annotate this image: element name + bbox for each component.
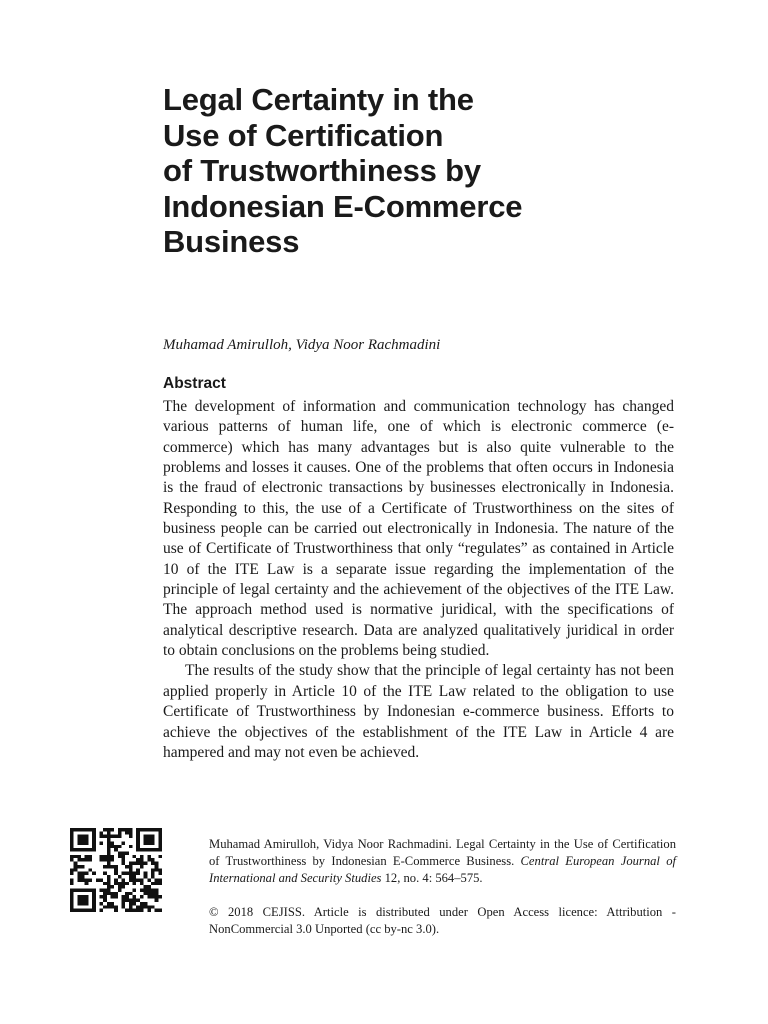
abstract-paragraph: The results of the study show that the principle of legal certainty has not been applied properly in Article 10 of the ITE Law related to the obligation to use Certificate of Trustworthiness by Indonesian e-commerce business. Efforts to achieve the objectives of the establishment of the ITE Law in Article 4 are hampered and may not even be achieved. xyxy=(163,662,674,761)
journal-name: Central European Journal of International and Security Studies xyxy=(209,854,676,885)
title-line: Business xyxy=(163,224,300,259)
qr-code-icon[interactable] xyxy=(70,828,162,912)
citation-authors-title: Muhamad Amirulloh, Vidya Noor Rachmadini. Legal Certainty in the Use of Certification of Trustworthiness by Indonesian E-Commerce Business. xyxy=(209,837,676,868)
title-line: Use of Certification xyxy=(163,117,444,153)
abstract-heading: Abstract xyxy=(163,375,226,392)
title-line: Legal Certainty in the xyxy=(163,82,474,117)
article-title xyxy=(163,82,683,260)
citation-block xyxy=(209,836,676,887)
citation-text xyxy=(209,836,676,887)
author-list: Muhamad Amirulloh, Vidya Noor Rachmadini xyxy=(163,337,441,353)
abstract-paragraph: The development of information and communication technology has changed various patterns of human life, one of which is electronic commerce (e-commerce) which has many advantages but is also quite vulnerable to the problems and losses it causes. One of the problems that often occurs in Indonesia is the fraud of electronic transactions by businesses electronically in Indonesia. Responding to this, the use of a Certificate of Trustworthiness on the sites of business people can be carried out electronically in Indonesia. The nature of the use of Certificate of Trustworthiness that only “regulates” as contained in Article 10 of the ITE Law is a separate issue regarding the implementation of the principle of legal certainty and the achievement of the objectives of the ITE Law. The approach method used is normative juridical, with the specifications of analytical descriptive research. Data are analyzed qualitatively juridical in order to obtain conclusions on the problems being studied. xyxy=(163,398,674,660)
citation-details: 12, no. 4: 564–575. xyxy=(384,871,483,885)
title-line: Indonesian E-Commerce xyxy=(163,188,523,224)
title-line: of Trustworthiness by xyxy=(163,153,481,188)
abstract-body xyxy=(163,397,674,763)
license-notice: © 2018 CEJISS. Article is distributed under Open Access licence: Attribution - NonCommercial 3.0 Unported (cc by-nc 3.0). xyxy=(209,905,676,936)
